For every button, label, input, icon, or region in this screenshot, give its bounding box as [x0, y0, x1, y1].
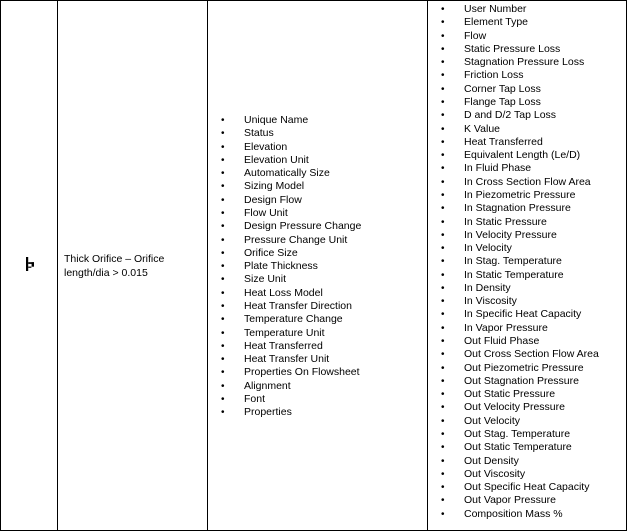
result-list-item: • Element Type — [428, 16, 599, 29]
property-list-item: • Heat Loss Model — [208, 287, 361, 300]
result-list-item: • User Number — [428, 3, 599, 16]
property-list-item: • Status — [208, 127, 361, 140]
property-list-item: • Elevation Unit — [208, 154, 361, 167]
result-list-item: • Flow — [428, 30, 599, 43]
property-list-item: • Plate Thickness — [208, 260, 361, 273]
property-list-item: • Temperature Unit — [208, 327, 361, 340]
result-list-item: • In Density — [428, 282, 599, 295]
description-cell — [58, 1, 207, 530]
result-list-item: • Out Vapor Pressure — [428, 494, 599, 507]
result-list-item: • In Fluid Phase — [428, 162, 599, 175]
result-list-item: • Out Velocity Pressure — [428, 401, 599, 414]
result-list-item: • In Stag. Temperature — [428, 255, 599, 268]
result-list-item: • Out Density — [428, 455, 599, 468]
result-list-item: • Flange Tap Loss — [428, 96, 599, 109]
property-list-item: • Properties — [208, 406, 361, 419]
result-list-item: • In Viscosity — [428, 295, 599, 308]
property-list-item: • Heat Transfer Unit — [208, 353, 361, 366]
results-list — [428, 3, 599, 521]
property-list-item: • Flow Unit — [208, 207, 361, 220]
result-list-item: • Out Cross Section Flow Area — [428, 348, 599, 361]
property-list-item: • Design Pressure Change — [208, 220, 361, 233]
properties-list — [208, 114, 361, 419]
icon-cell — [1, 1, 57, 530]
result-list-item: • Composition Mass % — [428, 508, 599, 521]
result-list-item: • Out Fluid Phase — [428, 335, 599, 348]
result-list-item: • Out Static Temperature — [428, 441, 599, 454]
property-list-item: • Temperature Change — [208, 313, 361, 326]
result-list-item: • Static Pressure Loss — [428, 43, 599, 56]
property-list-item: • Heat Transferred — [208, 340, 361, 353]
property-list-item: • Automatically Size — [208, 167, 361, 180]
result-list-item: • In Static Pressure — [428, 216, 599, 229]
property-list-item: • Sizing Model — [208, 180, 361, 193]
result-list-item: • Equivalent Length (Le/D) — [428, 149, 599, 162]
result-list-item: • In Stagnation Pressure — [428, 202, 599, 215]
property-list-item: • Heat Transfer Direction — [208, 300, 361, 313]
property-list-item: • Pressure Change Unit — [208, 234, 361, 247]
result-list-item: • In Velocity — [428, 242, 599, 255]
result-list-item: • In Static Temperature — [428, 269, 599, 282]
property-list-item: • Font — [208, 393, 361, 406]
thick-orifice-icon — [26, 257, 34, 271]
result-list-item: • In Specific Heat Capacity — [428, 308, 599, 321]
results-cell — [428, 1, 627, 530]
result-list-item: • Out Specific Heat Capacity — [428, 481, 599, 494]
property-list-item: • Size Unit — [208, 273, 361, 286]
result-list-item: • Out Static Pressure — [428, 388, 599, 401]
result-list-item: • Out Stag. Temperature — [428, 428, 599, 441]
result-list-item: • Out Velocity — [428, 415, 599, 428]
result-list-item: • In Vapor Pressure — [428, 322, 599, 335]
property-list-item: • Elevation — [208, 141, 361, 154]
property-list-item: • Properties On Flowsheet — [208, 366, 361, 379]
property-list-item: • Alignment — [208, 380, 361, 393]
result-list-item: • Out Stagnation Pressure — [428, 375, 599, 388]
result-list-item: • Out Piezometric Pressure — [428, 362, 599, 375]
result-list-item: • In Cross Section Flow Area — [428, 176, 599, 189]
result-list-item: • Corner Tap Loss — [428, 83, 599, 96]
result-list-item: • D and D/2 Tap Loss — [428, 109, 599, 122]
result-list-item: • K Value — [428, 123, 599, 136]
element-description: Thick Orifice – Orifice length/dia > 0.015 — [64, 253, 165, 279]
result-list-item: • In Velocity Pressure — [428, 229, 599, 242]
property-list-item: • Unique Name — [208, 114, 361, 127]
property-list-item: • Orifice Size — [208, 247, 361, 260]
result-list-item: • In Piezometric Pressure — [428, 189, 599, 202]
properties-cell — [208, 1, 427, 530]
result-list-item: • Friction Loss — [428, 69, 599, 82]
result-list-item: • Heat Transferred — [428, 136, 599, 149]
result-list-item: • Stagnation Pressure Loss — [428, 56, 599, 69]
result-list-item: • Out Viscosity — [428, 468, 599, 481]
property-list-item: • Design Flow — [208, 194, 361, 207]
